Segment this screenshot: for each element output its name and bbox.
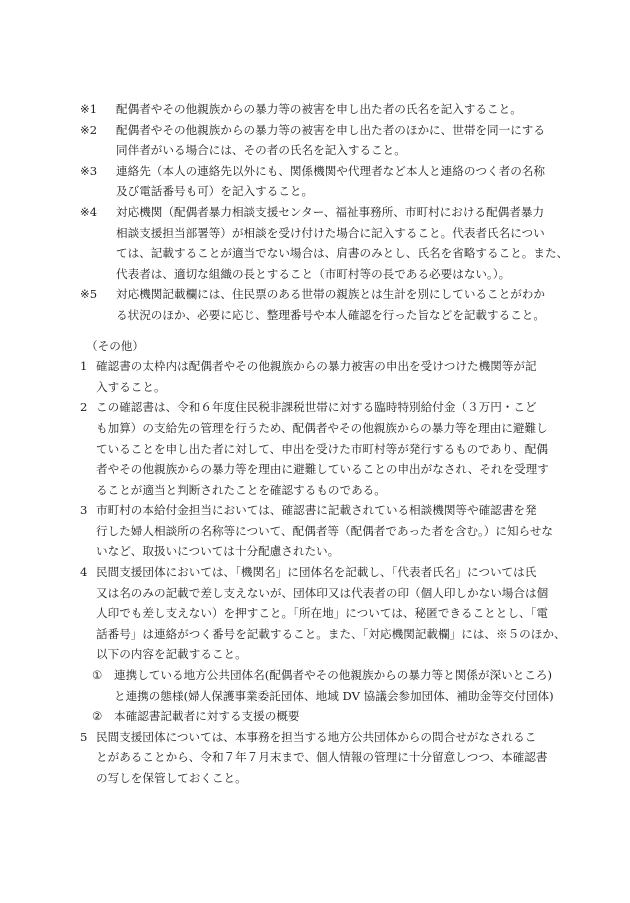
item-line: 民間支援団体については、本事務を担当する地方公共団体からの問合せがなされるこ bbox=[96, 729, 537, 744]
other-item-4-sub-1 bbox=[92, 665, 554, 706]
item-line: とがあることから、令和７年７月末まで、個人情報の管理に十分留意しつつ、本確認書 bbox=[96, 750, 548, 765]
note-line: 代表者は、適切な組織の長とすること（市町村等の長である必要はない。）。 bbox=[116, 266, 511, 281]
item-line: 行した婦人相談所の名称等について、配偶者等（配偶者であった者を含む。）に知らせな bbox=[96, 523, 554, 538]
document-content bbox=[80, 99, 569, 789]
item-line: ていることを申し出た者に対して、申出を受けた市町村等が発行するものであり、配偶 bbox=[96, 441, 548, 456]
note-line: 同伴者がいる場合には、その者の氏名を記入すること。 bbox=[116, 143, 406, 158]
other-item-2 bbox=[80, 397, 554, 500]
sub-number: ② bbox=[92, 709, 103, 724]
item-line: 市町村の本給付金担当においては、確認書に記載されている相談機関等や確認書を発 bbox=[96, 503, 537, 518]
item-line: の写しを保管しておくこと。 bbox=[96, 771, 247, 785]
note-line: る状況のほか、必要に応じ、整理番号や本人確認を行った旨などを記載すること。 bbox=[116, 307, 545, 322]
other-item-3 bbox=[80, 500, 554, 562]
other-item-5 bbox=[80, 727, 554, 789]
note-mark: ※4 bbox=[80, 204, 98, 219]
other-item-1 bbox=[80, 356, 554, 397]
other-item-4-sub-2 bbox=[92, 706, 554, 727]
note-mark: ※2 bbox=[80, 122, 98, 137]
note-line: 対応機関記載欄には、住民票のある世帯の親族とは生計を別にしていることがわか bbox=[116, 287, 545, 302]
note-line: 相談支援担当部署等）が相談を受け付けた場合に記入すること。代表者氏名につい bbox=[116, 225, 545, 240]
item-line: ることが適当と判断されたことを確認するものである。 bbox=[96, 482, 386, 497]
note-2 bbox=[80, 120, 554, 161]
item-line: 入すること。 bbox=[96, 379, 166, 394]
item-line: いなど、取扱いについては十分配慮されたい。 bbox=[96, 544, 340, 559]
item-line: 民間支援団体においては、「機関名」に団体名を記載し、「代表者氏名」については氏 bbox=[96, 565, 537, 580]
other-item-4 bbox=[80, 562, 566, 665]
item-line: この確認書は、令和６年度住民税非課税世帯に対する臨時特別給付金（３万円・こど bbox=[96, 400, 537, 415]
item-number: 3 bbox=[80, 503, 88, 518]
note-4 bbox=[80, 202, 569, 284]
item-number: 2 bbox=[80, 400, 88, 415]
note-line: 及び電話番号も可）を記入すること。 bbox=[116, 184, 314, 199]
sub-line: 連携している地方公共団体名(配偶者やその他親族からの暴力等と関係が深いところ) bbox=[114, 668, 553, 683]
note-1 bbox=[80, 99, 554, 120]
item-line: も加算）の支給先の管理を行うため、配偶者やその他親族からの暴力等を理由に避難し bbox=[96, 420, 548, 435]
note-line: 対応機関（配偶者暴力相談支援センター、福祉事務所、市町村における配偶者暴力 bbox=[116, 204, 545, 219]
item-line: 話番号」は連絡がつく番号を記載すること。また、「対応機関記載欄」には、※５のほか、 bbox=[96, 626, 566, 641]
item-line: 以下の内容を記載すること。 bbox=[96, 647, 247, 662]
note-mark: ※3 bbox=[80, 163, 98, 178]
item-line: 人印でも差し支えない）を押すこと。「所在地」については、秘匿できることとし、「電 bbox=[96, 606, 548, 621]
item-number: 5 bbox=[80, 729, 88, 744]
item-line: 者やその他親族からの暴力等を理由に避難していることの申出がなされ、それを受理す bbox=[96, 462, 549, 477]
sub-number: ① bbox=[92, 668, 103, 683]
item-number: 1 bbox=[80, 359, 88, 374]
note-mark: ※1 bbox=[80, 102, 98, 116]
note-line: 配偶者やその他親族からの暴力等の被害を申し出た者のほかに、世帯を同一にする bbox=[116, 122, 545, 137]
section-title-other: （その他） bbox=[86, 338, 144, 353]
note-3 bbox=[80, 161, 554, 202]
note-line: ては、記載することが適当でない場合は、肩書のみとし、氏名を省略すること。また、 bbox=[116, 246, 569, 261]
sub-line: と連携の態様(婦人保護事業委託団体、地域 DV 協議会参加団体、補助金等交付団体) bbox=[114, 688, 554, 703]
note-line: 連絡先（本人の連絡先以外にも、関係機関や代理者など本人と連絡のつく者の名称 bbox=[116, 163, 545, 178]
note-mark: ※5 bbox=[80, 287, 98, 302]
note-5 bbox=[80, 284, 554, 325]
note-line: 配偶者やその他親族からの暴力等の被害を申し出た者の氏名を記入すること。 bbox=[116, 102, 522, 116]
item-line: 確認書の太枠内は配偶者やその他親族からの暴力被害の申出を受けつけた機関等が記 bbox=[96, 359, 537, 374]
item-line: 又は名のみの記載で差し支えないが、団体印又は代表者の印（個人印しかない場合は個 bbox=[96, 585, 549, 600]
sub-line: 本確認書記載者に対する支援の概要 bbox=[114, 709, 300, 724]
item-number: 4 bbox=[80, 565, 88, 580]
